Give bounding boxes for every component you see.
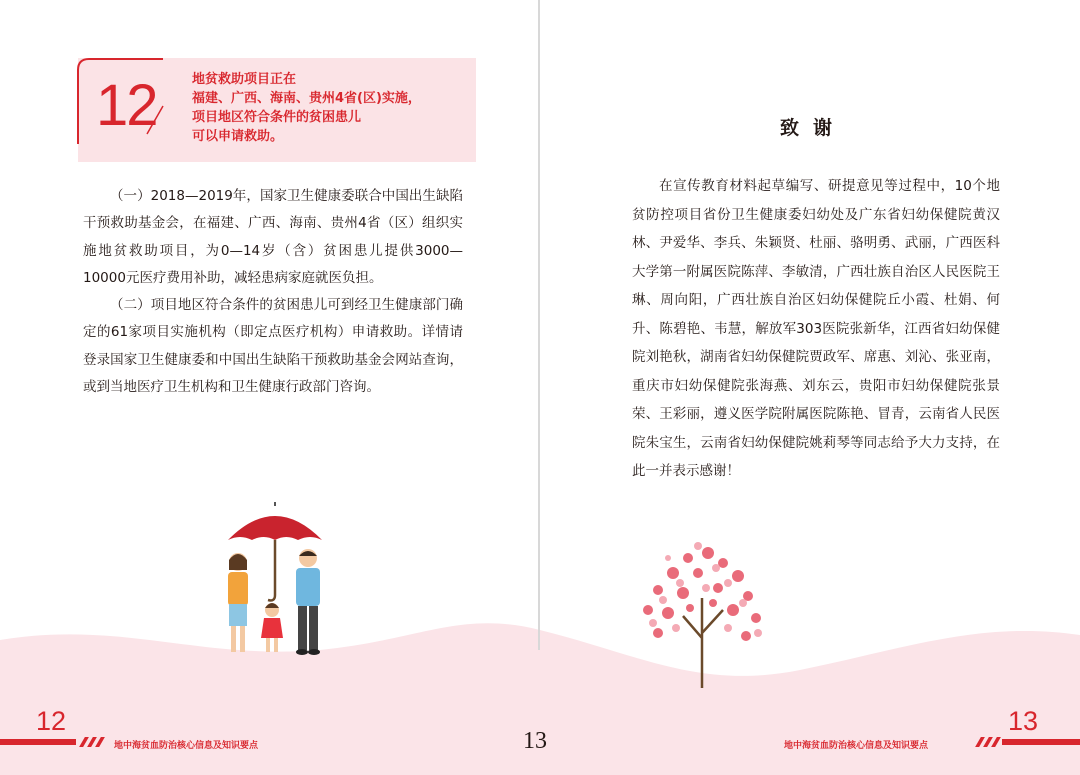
- left-body-text: [83, 183, 463, 401]
- heart-tree-illustration: [628, 538, 776, 688]
- umbrella-family-illustration: [210, 500, 340, 660]
- footer-bar: [0, 739, 76, 745]
- page-title: 致谢: [780, 117, 847, 139]
- left-footer-text: 地中海贫血防治核心信息及知识要点: [114, 741, 259, 751]
- section-number: 12: [96, 73, 157, 138]
- center-page-number: 13: [523, 728, 547, 754]
- footer-bar: [1002, 739, 1080, 745]
- paragraph: 在宣传教育材料起草编写、研提意见等过程中，10个地贫防控项目省份卫生健康委妇幼处及广东省妇幼保健院黄汉林、尹爱华、李兵、朱颖贤、杜丽、骆明勇、武丽，广西医科大学第一附属医院陈萍、李敏清，广西壮族自治区人民医院王琳、周向阳，广西壮族自治区妇幼保健院丘小霞、杜娟、何升、陈碧艳、韦慧，解放军303医院张新华，江西省妇幼保健院刘艳秋，湖南省妇幼保健院贾政军、席惠、刘沁、张亚南，重庆市妇幼保健院张海燕、刘东云，贵阳市妇幼保健院张景荣、王彩丽，遵义医学院附属医院陈艳、冒青，云南省人民医院朱宝生，云南省妇幼保健院姚莉琴等同志给予大力支持，在此一并表示感谢！: [632, 178, 1000, 479]
- paragraph: （二）项目地区符合条件的贫困患儿可到经卫生健康部门确定的61家项目实施机构（即定点医疗机构）申请救助。详情请登录国家卫生健康委和中国出生缺陷干预救助基金会网站查询，或到当地医疗卫生机构和卫生健康行政部门咨询。: [83, 297, 463, 396]
- right-body-text: [632, 172, 1000, 486]
- right-footer-text: 地中海贫血防治核心信息及知识要点: [784, 741, 929, 751]
- header-line: 福建、广西、海南、贵州4省(区)实施，: [192, 91, 421, 106]
- header-line: 地贫救助项目正在: [192, 72, 297, 87]
- page-divider: [538, 0, 540, 650]
- paragraph: （一）2018—2019年，国家卫生健康委联合中国出生缺陷干预救助基金会，在福建、广西、海南、贵州4省（区）组织实施地贫救助项目，为0—14岁（含）贫困患儿提供3000—10000元医疗费用补助，减轻患病家庭就医负担。: [83, 188, 463, 286]
- header-line: 项目地区符合条件的贫困患儿: [192, 110, 362, 125]
- left-page-number: 12: [36, 706, 67, 736]
- header-line: 可以申请救助。: [192, 129, 284, 144]
- header-text: [192, 70, 482, 146]
- right-page-number: 13: [1008, 706, 1039, 736]
